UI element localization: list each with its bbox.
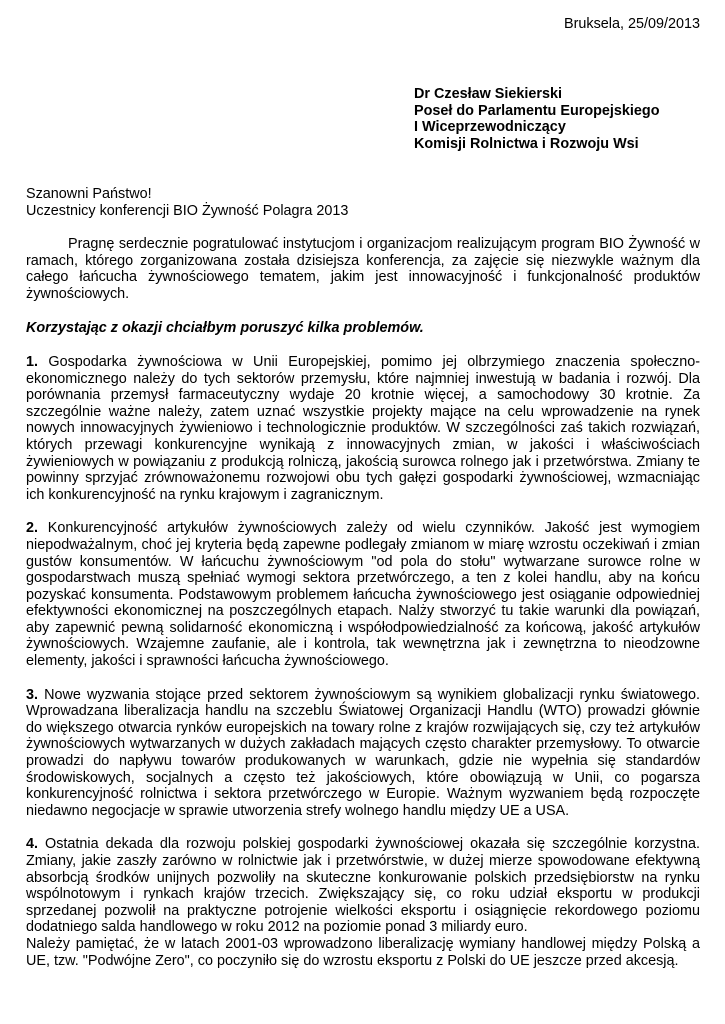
sender-block — [414, 86, 660, 152]
point-number: 4. — [26, 836, 39, 853]
letter-date: Bruksela, 25/09/2013 — [563, 16, 700, 32]
point-text: Ostatnia dekada dla rozwoju polskiej gospodarki żywnościowej okazała się szczególnie korzystna. Zmiany, jakie zaszły zarówno w rolnictwie jak i przetwórstwie, w dużej mierze spowodowane efektywną absorbcją środków unijnych pozwoliły na skuteczne konkurowanie polskich przedsiębiorstw na rynku wspólnotowym i rynkach krajów trzecich. Zwiększający się, co roku udział eksportu w produkcji sprzedanej pozwolił na praktyczne potrojenie wielkości eksportu i osiągnięcie rekordowego poziomu dodatniego salda handlowego w roku 2012 na poziomie ponad 3 miliardy euro. — [26, 836, 700, 936]
sender-name: Dr Czesław Siekierski — [414, 86, 562, 102]
point-paragraph — [26, 836, 700, 936]
point-paragraph — [26, 687, 700, 820]
point-number: 3. — [26, 686, 39, 703]
point-paragraph — [26, 520, 700, 669]
point-number: 1. — [26, 353, 39, 370]
point-text: Gospodarka żywnościowa w Unii Europejskiej, pomimo jej olbrzymiego znaczenia społeczno-ekonomicznego należy do tych sektorów przemysłu, które najmniej inwestują w badania i rozwój. Dla porównania przemysł farmaceutyczny wydaje 20 krotnie więcej, a samochodowy 30 krotnie. Za szczególnie ważne należy, zatem uznać wszystkie projekty mające na celu wprowadzenie na rynek nowych innowacyjnych żywieniowo i technologicznie produktów. W szczególności zaś takich rozwiązań, których przewagi konkurencyjne wynikają z innowacyjnych zmian, w jakości i właściwościach żywieniowych w powiązaniu z produkcją rolniczą, jakością surowca rolnego jak i przetwórstwa. Zmiany te powinny sprzyjać zrównoważonemu rozwojowi obu tych gałęzi gospodarki żywnościowej, wzmacniając ich konkurencyjność na rynku krajowym i zagranicznym. — [26, 353, 700, 503]
letter-body — [26, 236, 700, 969]
closing-paragraph: Należy pamiętać, że w latach 2001-03 wprowadzono liberalizację wymiany handlowej między Polską a UE, tzw. "Podwójne Zero", co poczyniło się do wzrostu eksportu z Polski do UE jeszcze przed akcesją. — [26, 935, 700, 969]
point-paragraph — [26, 354, 700, 503]
point-text: Nowe wyzwania stojące przed sektorem żywnościowym są wynikiem globalizacji rynku światowego. Wprowadzana liberalizacja handlu na szczeblu Światowej Organizacji Handlu (WTO) prowadzi głównie do większego otwarcia rynków europejskich na towary rolne z krajów rozwijających się, czy też artykułów żywnościowych wytwarzanych w dużych zakładach mających często charakter przemysłowy. To otwarcie prowadzi do napływu towarów produkowanych w warunkach, gdzie nie wypełnia się standardów środowiskowych, socjalnych a często też jakościowych, które obowiązują w Unii, co pogarsza konkurencyjność rolnictwa i sektora przetwórczego w Europie. Ważnym wyzwaniem będą rozpoczęte niedawno negocjacje w sprawie utworzenia strefy wolnego handlu między UE a USA. — [26, 686, 700, 819]
point-text: Konkurencyjność artykułów żywnościowych zależy od wielu czynników. Jakość jest wymogiem niepodważalnym, choć jej kryteria będą zapewne podlegały zmianom w miarę wzrostu oczekiwań i zmian gustów konsumentów. W łańcuchu żywnościowym "od pola do stołu" wytwarzane surowce rolne w gospodarstwach muszą spełniać wymogi sektora przetwórczego, a ten z kolei handlu, aby na końcu pozyskać konsumenta. Podstawowym problemem łańcucha żywnościowego jest osiąganie odpowiedniej efektywności ekonomicznej na poszczególnych etapach. Nalży stworzyć tu takie warunki dla powiązań, aby zapewnić pewną solidarność ekonomiczną i współodpowiedzialność za końcową, jakość artykułów żywnościowych. Wzajemne zaufanie, ale i kontrola, tak wewnętrzna jak i zewnętrzna to nieodzowne elementy, jakości i sprawności łańcucha żywnościowego. — [26, 520, 700, 670]
addressees: Uczestnicy konferencji BIO Żywność Polagra 2013 — [26, 202, 349, 219]
sender-committee: Komisji Rolnictwa i Rozwoju Wsi — [414, 135, 639, 152]
letter-page — [26, 0, 700, 1024]
sender-role: I Wiceprzewodniczący — [414, 119, 566, 136]
greeting: Szanowni Państwo! — [26, 186, 152, 202]
intro-paragraph: Pragnę serdecznie pogratulować instytucjom i organizacjom realizującym program BIO Żywność w ramach, którego zorganizowana została dzisiejsza konferencja, za zajęcie się niezwykle ważnym dla całego łańcucha żywnościowego tematem, jakim jest innowacyjność i funkcjonalność produktów żywnościowych. — [26, 236, 700, 302]
lead-sentence: Korzystając z okazji chciałbym poruszyć kilka problemów. — [26, 320, 424, 337]
salutation — [26, 186, 348, 219]
point-number: 2. — [26, 520, 39, 537]
sender-position: Poseł do Parlamentu Europejskiego — [414, 102, 660, 119]
